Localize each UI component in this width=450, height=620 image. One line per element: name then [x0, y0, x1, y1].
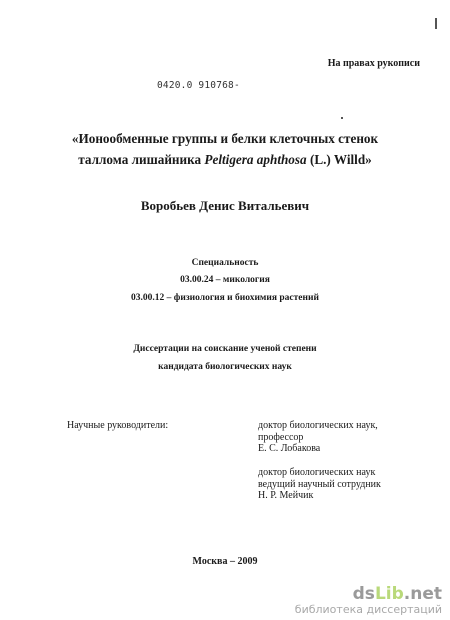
- city-year: Москва – 2009: [192, 556, 258, 567]
- watermark-subtitle: библиотека диссертаций: [294, 603, 442, 616]
- specialty-code-2: 03.00.12 – физиология и биохимия растений: [131, 293, 319, 303]
- supervisor-1-title: профессор: [258, 431, 304, 443]
- supervisor-1-name: Е. С. Лобакова: [258, 443, 321, 454]
- title-line-1: «Ионообменные группы и белки клеточных стенок: [71, 131, 379, 146]
- specialty-label: Специальность: [191, 258, 259, 268]
- supervisor-2-name: Н. Р. Мейчик: [258, 490, 314, 501]
- dslib-logo: dsLib.net: [352, 584, 442, 604]
- supervisor-1: [258, 420, 378, 455]
- supervisor-2: [258, 467, 381, 502]
- title-line-2: [0, 152, 450, 168]
- dissertation-line-2: кандидата биологических наук: [158, 362, 292, 372]
- specialty-code-1: 03.00.24 – микология: [180, 275, 270, 285]
- title-line-2-suffix: (L.) Willd»: [306, 152, 372, 167]
- supervisors-label: Научные руководители:: [67, 420, 169, 431]
- dissertation-line-1: Диссертации на соискание ученой степени: [133, 344, 317, 354]
- species-name: Peltigera aphthosa: [204, 152, 307, 167]
- author-name: Воробьев Денис Витальевич: [140, 198, 310, 213]
- supervisor-2-degree: доктор биологических наук: [258, 467, 376, 478]
- scan-dot: [341, 117, 343, 119]
- supervisor-1-degree: доктор биологических наук,: [258, 420, 378, 431]
- title-line-2-prefix: талломa лишайника: [78, 152, 205, 167]
- scan-mark: [435, 18, 437, 29]
- dslib-watermark: [295, 586, 442, 616]
- supervisor-2-title: ведущий научный сотрудник: [258, 478, 381, 490]
- manuscript-number-stamp: 0420.0 910768-: [157, 80, 240, 91]
- rights-notice: На правах рукописи: [327, 58, 420, 69]
